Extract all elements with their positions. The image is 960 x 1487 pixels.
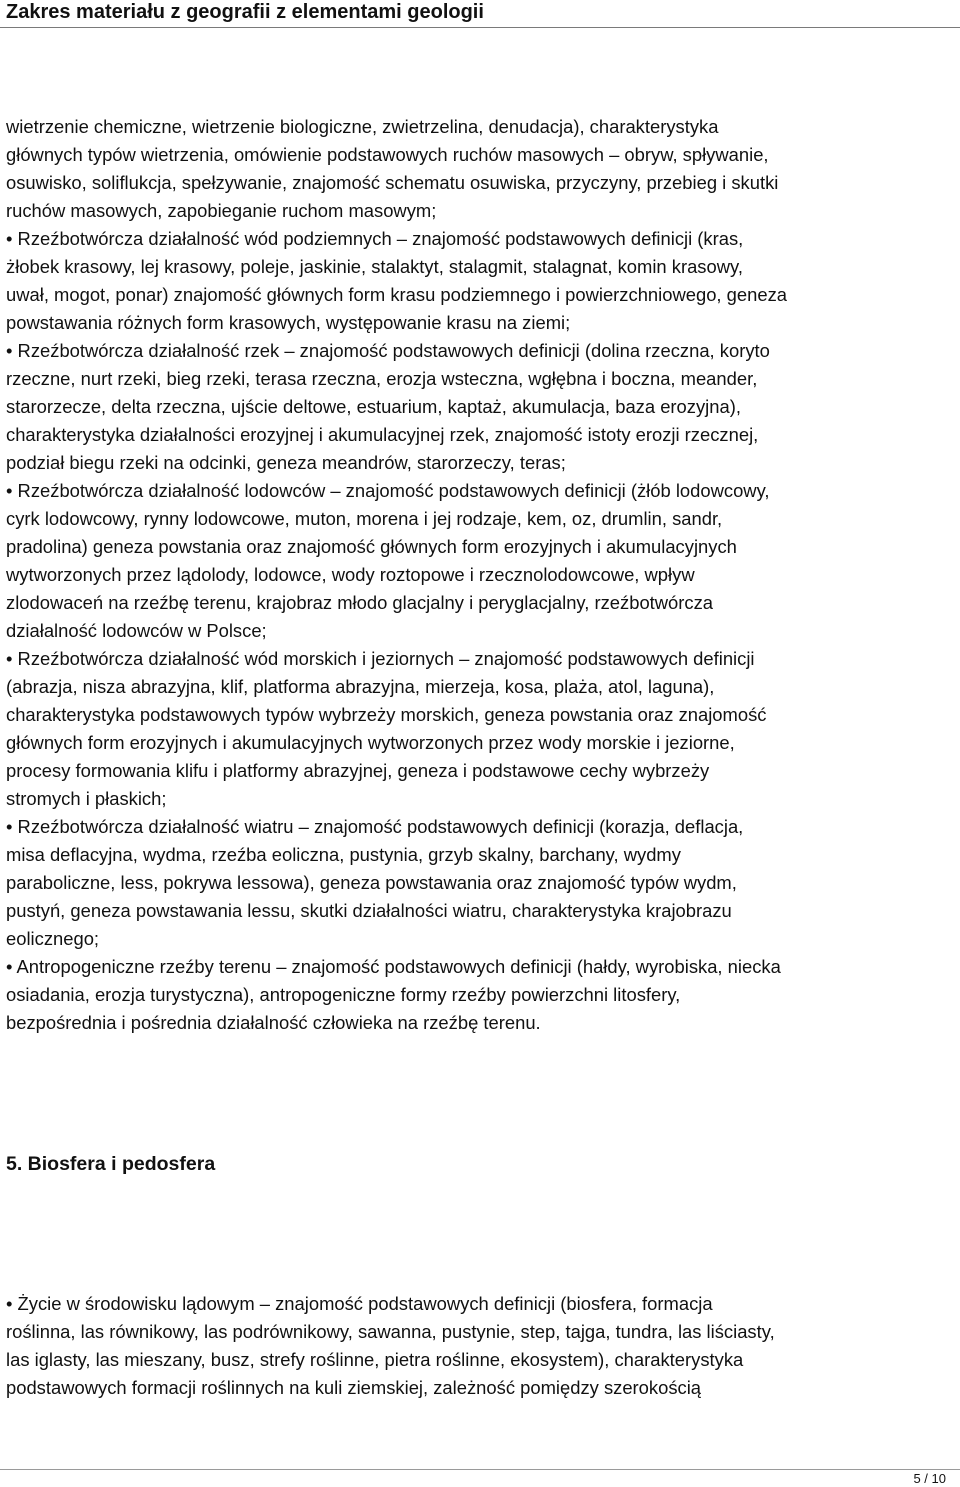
bullet-line: • Antropogeniczne rzeźby terenu – znajomość podstawowych definicji (hałdy, wyrobiska, niecka bbox=[6, 956, 781, 977]
bullet-line: • Rzeźbotwórcza działalność lodowców – znajomość podstawowych definicji (żłób lodowcowy, bbox=[6, 480, 770, 501]
text-line: roślinna, las równikowy, las podrównikowy, sawanna, pustynie, step, tajga, tundra, las liściasty, bbox=[6, 1321, 775, 1342]
text-line: podstawowych formacji roślinnych na kuli ziemskiej, zależność pomiędzy szerokością bbox=[6, 1377, 702, 1398]
bullet-line: • Rzeźbotwórcza działalność wiatru – znajomość podstawowych definicji (korazja, deflacja, bbox=[6, 816, 744, 837]
bullet-line: • Życie w środowisku lądowym – znajomość podstawowych definicji (biosfera, formacja bbox=[6, 1293, 713, 1314]
body-text bbox=[6, 113, 960, 1037]
bullet-line: • Rzeźbotwórcza działalność wód morskich i jeziornych – znajomość podstawowych definicji bbox=[6, 648, 755, 669]
text-line: żłobek krasowy, lej krasowy, poleje, jaskinie, stalaktyt, stalagmit, stalagnat, komin krasowy, bbox=[6, 256, 743, 277]
bullet-line: • Rzeźbotwórcza działalność wód podziemnych – znajomość podstawowych definicji (kras, bbox=[6, 228, 744, 249]
text-line: powstawania różnych form krasowych, występowanie krasu na ziemi; bbox=[6, 312, 571, 333]
text-line: zlodowaceń na rzeźbę terenu, krajobraz młodo glacjalny i peryglacjalny, rzeźbotwórcza bbox=[6, 592, 714, 613]
text-line: wytworzonych przez lądolody, lodowce, wody roztopowe i rzecznolodowcowe, wpływ bbox=[6, 564, 695, 585]
text-line: działalność lodowców w Polsce; bbox=[6, 620, 267, 641]
document-title: Zakres materiału z geografii z elementami geologii bbox=[6, 1, 484, 23]
text-line: procesy formowania klifu i platformy abrazyjnej, geneza i podstawowe cechy wybrzeży bbox=[6, 760, 710, 781]
text-line: osuwisko, soliflukcja, spełzywanie, znajomość schematu osuwiska, przyczyny, przebieg i skutki bbox=[6, 172, 779, 193]
text-line: wietrzenie chemiczne, wietrzenie biologiczne, zwietrzelina, denudacja), charakterystyka bbox=[6, 116, 719, 137]
text-line: osiadania, erozja turystyczna), antropogeniczne formy rzeźby powierzchni litosfery, bbox=[6, 984, 681, 1005]
text-line: uwał, mogot, ponar) znajomość głównych form krasu podziemnego i powierzchniowego, geneza bbox=[6, 284, 787, 305]
text-line: (abrazja, nisza abrazyjna, klif, platforma abrazyjna, mierzeja, kosa, plaża, atol, laguna), bbox=[6, 676, 715, 697]
text-line: stromych i płaskich; bbox=[6, 788, 167, 809]
page-number: 5 / 10 bbox=[913, 1471, 946, 1486]
bullet-line: • Rzeźbotwórcza działalność rzek – znajomość podstawowych definicji (dolina rzeczna, koryto bbox=[6, 340, 770, 361]
text-line: głównych form erozyjnych i akumulacyjnych wytworzonych przez wody morskie i jeziorne, bbox=[6, 732, 735, 753]
text-line: eolicznego; bbox=[6, 928, 100, 949]
section-text bbox=[6, 1290, 960, 1402]
text-line: głównych typów wietrzenia, omówienie podstawowych ruchów masowych – obryw, spływanie, bbox=[6, 144, 769, 165]
text-line: paraboliczne, less, pokrywa lessowa), geneza powstawania oraz znajomość typów wydm, bbox=[6, 872, 737, 893]
text-line: las iglasty, las mieszany, busz, strefy roślinne, pietra roślinne, ekosystem), charakterystyka bbox=[6, 1349, 744, 1370]
text-line: starorzecze, delta rzeczna, ujście deltowe, estuarium, kaptaż, akumulacja, baza erozyjna), bbox=[6, 396, 741, 417]
text-line: rzeczne, nurt rzeki, bieg rzeki, terasa rzeczna, erozja wsteczna, wgłębna i boczna, meander, bbox=[6, 368, 758, 389]
text-line: pustyń, geneza powstawania lessu, skutki działalności wiatru, charakterystyka krajobrazu bbox=[6, 900, 732, 921]
text-line: charakterystyka działalności erozyjnej i akumulacyjnej rzek, znajomość istoty erozji rzecznej, bbox=[6, 424, 759, 445]
header-divider bbox=[0, 27, 960, 28]
text-line: pradolina) geneza powstania oraz znajomość głównych form erozyjnych i akumulacyjnych bbox=[6, 536, 737, 557]
footer-divider bbox=[0, 1469, 960, 1470]
text-line: charakterystyka podstawowych typów wybrzeży morskich, geneza powstania oraz znajomość bbox=[6, 704, 767, 725]
text-line: misa deflacyjna, wydma, rzeźba eoliczna, pustynia, grzyb skalny, barchany, wydmy bbox=[6, 844, 681, 865]
text-line: ruchów masowych, zapobieganie ruchom masowym; bbox=[6, 200, 437, 221]
text-line: podział biegu rzeki na odcinki, geneza meandrów, starorzeczy, teras; bbox=[6, 452, 566, 473]
section-heading: 5. Biosfera i pedosfera bbox=[6, 1153, 216, 1175]
text-line: bezpośrednia i pośrednia działalność człowieka na rzeźbę terenu. bbox=[6, 1012, 541, 1033]
text-line: cyrk lodowcowy, rynny lodowcowe, muton, morena i jej rodzaje, kem, oz, drumlin, sandr, bbox=[6, 508, 723, 529]
